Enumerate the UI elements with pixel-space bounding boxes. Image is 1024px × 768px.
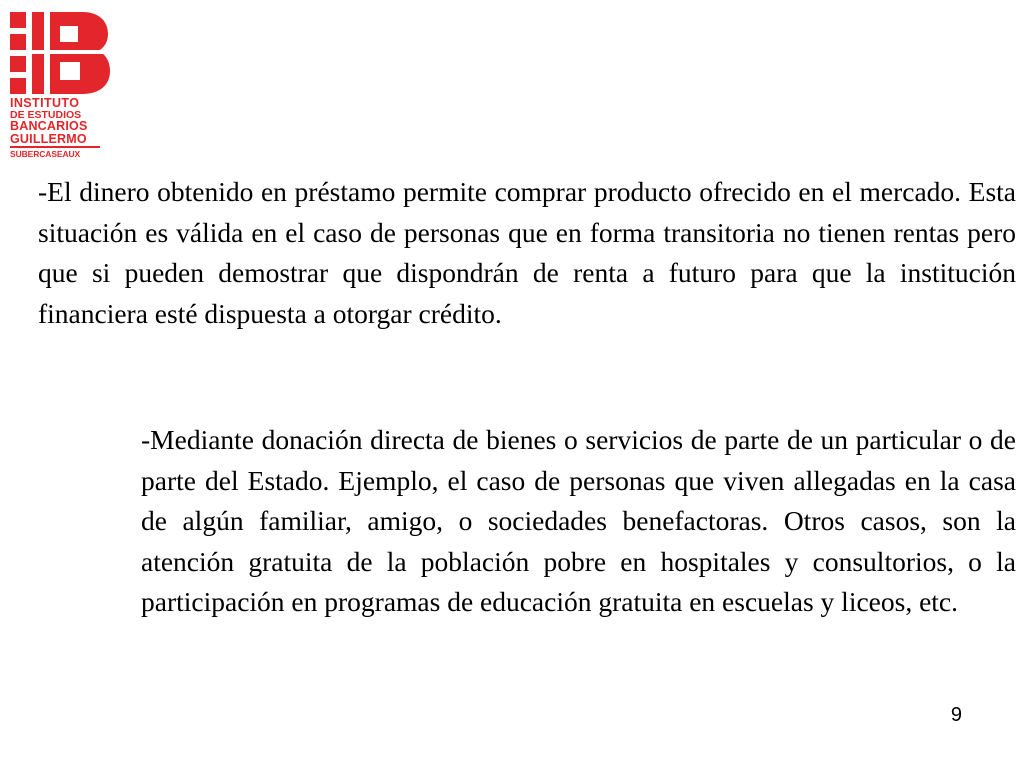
- institute-logo: [10, 12, 120, 162]
- logo-text: [10, 97, 115, 159]
- logo-divider: [10, 146, 100, 148]
- logo-line-4: GUILLERMO: [10, 131, 87, 146]
- paragraph-loan: -El dinero obtenido en préstamo permite comprar producto ofrecido en el mercado. Esta situación es válida en el caso de personas que en forma transitoria no tienen rentas pero que si pueden demostrar que dispondrán de renta a futuro para que la institución financiera esté dispuesta a otorgar crédito.: [38, 176, 1016, 329]
- logo-line-1: INSTITUTO: [10, 96, 80, 110]
- page-number: 9: [950, 704, 962, 726]
- paragraph-donation: -Mediante donación directa de bienes o servicios de parte de un particular o de parte del Estado. Ejemplo, el caso de personas que viven allegadas en la casa de algún familiar, amigo, o sociedades benefactoras. Otros casos, son la atención gratuita de la población pobre en hospitales y consultorios, o la participación en programas de educación gratuita en escuelas y liceos, etc.: [141, 424, 1016, 617]
- institute-logo-icon: [10, 12, 110, 94]
- logo-line-2: DE ESTUDIOS: [10, 108, 82, 121]
- logo-line-3: BANCARIOS: [10, 119, 88, 133]
- logo-line-5: SUBERCASEAUX: [10, 149, 81, 159]
